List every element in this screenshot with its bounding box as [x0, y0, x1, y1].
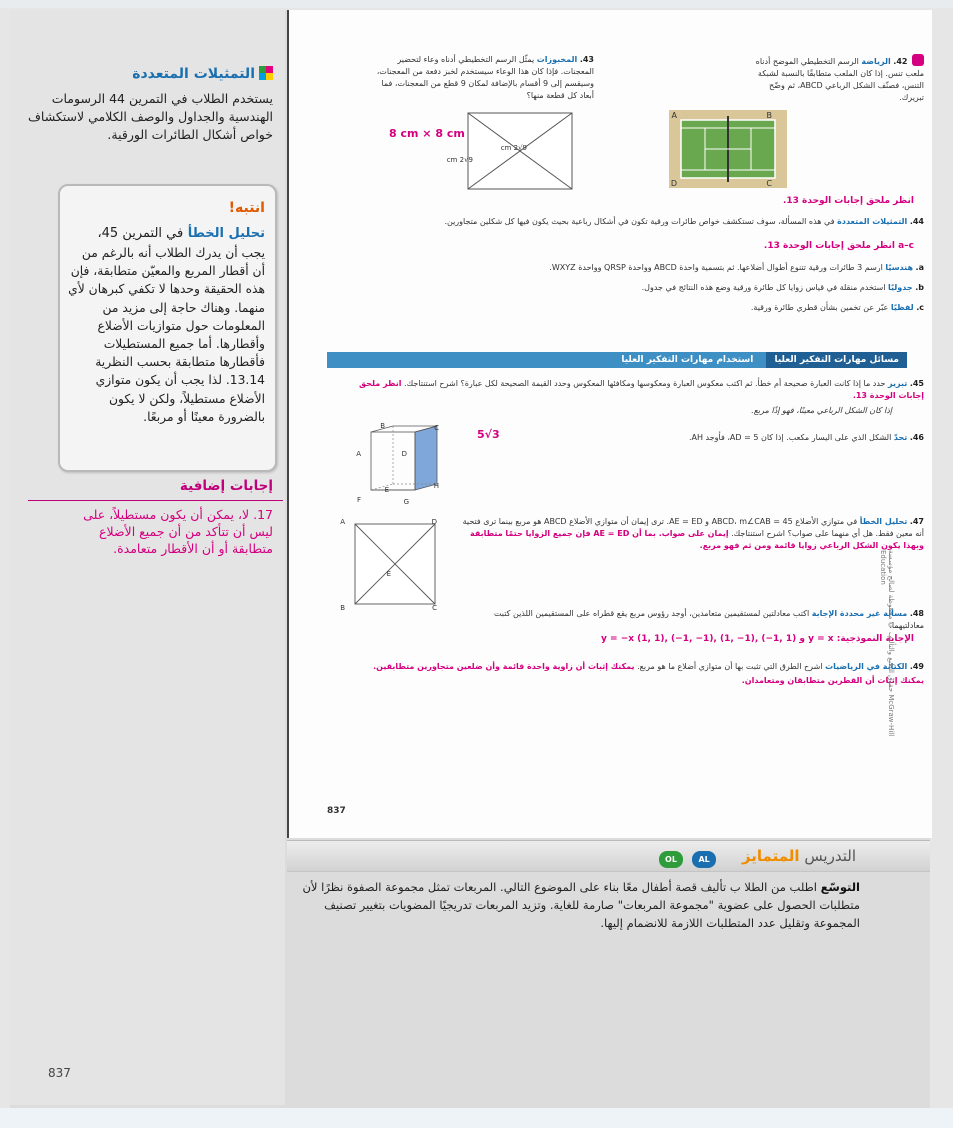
- exercise-45-answer: انظر ملحق إجابات الوحدة 13.: [358, 379, 924, 400]
- exercise-43-text: يمثّل الرسم التخطيطي أدناه وعاء لتحضير المعجنات. فإذا كان هذا الوعاء سيستخدم لخبز دفعة من المعجنات، وسيقسم إلى 9 أقسام بالإضافة لمكان 9 قطع من المعجنات، فما أبعاد كل قطعة منها؟: [376, 55, 594, 100]
- exercise-49-text: اشرح الطرق التي تثبت بها أن متوازي أضلاع ما هو مربع.: [637, 662, 823, 671]
- exercise-42-answer: انظر ملحق إجابات الوحدة 13.: [782, 196, 914, 206]
- exercise-42-title: الرياضة: [861, 57, 891, 66]
- exercise-44-part-range: a–c: [898, 241, 914, 251]
- exercise-43-number: 43.: [579, 55, 594, 64]
- multiple-representations-icon: [259, 66, 273, 80]
- hots-bar-title: مسائل مهارات التفكير العليا: [766, 352, 907, 368]
- sidebar-heading-text: التمثيلات المتعددة: [132, 66, 255, 82]
- exercise-44-number: 44.: [909, 217, 924, 226]
- pan-label-left: 9√2 cm: [446, 156, 473, 164]
- cube-label-e: E: [384, 486, 389, 494]
- exercise-44-part-c: [334, 302, 924, 314]
- exercise-49: [364, 660, 924, 688]
- exercise-42-number: 42.: [893, 57, 908, 66]
- exercise-47-title: تحليل الخطأ: [859, 517, 908, 526]
- exercise-43-title: المخبوزات: [536, 55, 578, 64]
- exercise-44-c-text: عبّر عن تخمين بشأن قطري طائرة ورقية.: [750, 303, 889, 312]
- exercise-49-answer: يمكنك إثبات أن زاوية واحدة قائمة وأن ضلعين متجاورين متطابقين. يمكنك إثبات أن القطرين متطابقان ومتعامدان.: [373, 662, 924, 685]
- hots-bar-subtitle: استخدام مهارات التفكير العليا: [621, 355, 754, 365]
- exercise-42-text: الرسم التخطيطي الموضح أدناه ملعب تنس. إذا كان الملعب متطابقًا بالنسبة لشبكة التنس، فصنّف الشكل الرباعي ABCD، ثم وضّح تبريرك.: [755, 57, 924, 102]
- exercise-48-number: 48.: [909, 609, 924, 618]
- cube-front-face: [371, 432, 415, 490]
- cube-diagram: [347, 422, 457, 514]
- exercise-44-a-label: a.: [915, 263, 924, 272]
- teacher-sidebar: [10, 10, 285, 1105]
- square-label-a: A: [340, 518, 345, 526]
- differentiated-instruction-title: [742, 847, 856, 865]
- exercise-47: [459, 516, 924, 552]
- exercise-48-answer-text: y = x و y = −x (1, 1), (−1, −1), (1, −1), (−1, 1): [601, 634, 834, 644]
- exercise-45-number: 45.: [909, 379, 924, 388]
- pan-svg: [446, 110, 575, 192]
- exercise-46-title: تحدّ: [893, 433, 908, 442]
- exercise-44-answer-text: انظر ملحق إجابات الوحدة 13.: [763, 241, 895, 251]
- cube-label-c: C: [434, 424, 439, 432]
- exercise-44-a-title: هندسيًا: [885, 263, 913, 272]
- cube-label-h: H: [433, 482, 439, 490]
- square-label-d: D: [431, 518, 437, 526]
- differentiated-instruction-bar: [287, 840, 930, 872]
- level-icons: [659, 847, 720, 868]
- exercise-46-number: 46.: [909, 433, 924, 442]
- exercise-49-title: الكتابة في الرياضيات: [825, 662, 908, 671]
- exercise-48-text: اكتب معادلتين لمستقيمين متعامدين، أوجد رؤوس مربع يقع قطراه على المستقيمين اللذين كتبت معادلتيهما.: [493, 609, 924, 630]
- di-text: اطلب من الطلا ب تأليف قصة أطفال معًا بناء على الموضوع التالي. المربعات تمثل مجموعة الصفوة نظرًا لأن متطلبات الحصول على عضوية "مجموعة المربعات" صارمة للغاية. وتزيد المربعات تدريجيًا المضويات بتغيير تصنيف المجموعة وتقليل عدد المتطلبات اللازمة للانضمام إليها.: [302, 880, 860, 930]
- exercise-45-text: حدد ما إذا كانت العبارة صحيحة أم خطأ. ثم اكتب معكوس العبارة ومعكوسها ومكافئها المعكوس وحدد القيمة الصحيحة لكل عبارة؟ اشرح استنتاجك.: [404, 379, 886, 388]
- additional-answers-heading: إجابات إضافية: [179, 478, 273, 494]
- differentiated-instruction-body: [300, 878, 860, 1108]
- tip-box: [58, 184, 277, 472]
- cube-hidden-depth: [371, 484, 393, 490]
- copyright-credit: حقوق الطبع والتأليف © محفوظة لصالح مؤسسة McGraw-Hill Education: [879, 550, 895, 737]
- exercise-44-part-b: [334, 282, 924, 294]
- exercise-49-number: 49.: [909, 662, 924, 671]
- exercise-46-text: الشكل الذي على اليسار مكعب. إذا كان AD = 5، فأوجد AH.: [688, 433, 892, 442]
- square-label-c: C: [432, 604, 437, 612]
- exercise-48-answer: [601, 634, 914, 644]
- cube-shaded-face: [415, 426, 437, 490]
- court-label-a: A: [671, 111, 677, 120]
- exercise-45: [334, 378, 924, 402]
- exercise-44-title: التمثيلات المتعددة: [837, 217, 908, 226]
- on-level-icon: OL: [659, 851, 683, 868]
- exercise-44: [334, 216, 924, 228]
- exercise-44-a-text: ارسم 3 طائرات ورقية تتنوع أطوال أضلاعها. ثم بتسمية واحدة ABCD وواحدة QRSP وواحدة WXYZ.: [549, 263, 883, 272]
- cube-svg: [347, 422, 457, 514]
- cube-label-f: F: [356, 496, 361, 504]
- viewer-bottom-strip: [0, 1108, 953, 1128]
- exercise-48-title: مسألة غير محددة الإجابة: [811, 609, 908, 618]
- student-page: [287, 10, 932, 838]
- sidebar-heading: [23, 66, 273, 82]
- tip-box-subheading-title: تحليل الخطأ: [187, 226, 265, 241]
- exercise-44-c-title: لفظيًا: [890, 303, 914, 312]
- court-label-c: C: [766, 179, 772, 188]
- square-label-b: B: [340, 604, 345, 612]
- exercise-47-text: في متوازي الأضلاع ABCD، m∠CAB = 45 و AE = ED. ترى إيمان أن متوازي الأضلاع ABCD هو مربع بينما ترى فتحية أنه معين فقط. هل أي منهما على صواب؟ اشرح استنتاجك.: [462, 517, 924, 538]
- exercise-46: [504, 432, 924, 444]
- additional-answers-rule: [28, 500, 283, 501]
- square-svg: [340, 516, 447, 614]
- tennis-court-diagram: [669, 110, 787, 188]
- di-lead: التوسّع: [820, 880, 860, 894]
- di-title-word-2: المتمايز: [741, 847, 800, 865]
- court-label-b: B: [766, 111, 772, 120]
- exercise-47-number: 47.: [909, 517, 924, 526]
- exercise-44-text: في هذه المسألة، سوف تستكشف خواص طائرات ورقية تكون في أشكال رباعية بحيث يكون فيها كل شكلين متجاورين.: [444, 217, 835, 226]
- exercise-43: [372, 54, 594, 102]
- cube-label-g: G: [403, 498, 409, 506]
- additional-answers-text: 17. لا، يمكن أن يكون مستطيلاً، على ليس أن تتأكد من أن جميع الأضلاع متطابقة أو أن الأقطار متعامدة.: [83, 507, 273, 556]
- tip-box-subheading: [97, 226, 265, 241]
- tip-box-heading: انتبه!: [228, 200, 265, 216]
- exercise-43-answer: 8 cm × 8 cm: [389, 127, 465, 140]
- exercise-47-answer: إيمان على صواب. بما أن AE = ED فإن جميع الزوايا حتمًا متطابقة وبهذا يكون الشكل الرباعي زوايا قائمة ومن ثم فهو مربع.: [470, 529, 924, 550]
- square-diagram: [340, 516, 447, 614]
- cube-label-b: B: [380, 422, 385, 430]
- exercise-48: [459, 608, 924, 632]
- exercise-45-title: تبرير: [888, 379, 908, 388]
- tennis-court-svg: [669, 110, 787, 188]
- exercise-42-marker-icon: [912, 54, 924, 66]
- above-level-icon: AL: [692, 851, 716, 868]
- court-label-d: D: [670, 179, 677, 188]
- exercise-44-b-text: استخدم منقلة في قياس زوايا كل طائرة ورقية وضع هذه النتائج في جدول.: [641, 283, 886, 292]
- main-page-number: 837: [327, 806, 346, 816]
- sidebar-intro: يستخدم الطلاب في التمرين 44 الرسومات الهندسية والجداول والوصف الكلامي لاستكشاف خواص أشكال الطائرات الورقية.: [27, 91, 273, 142]
- exercise-44-b-label: b.: [915, 283, 924, 292]
- hots-bar: [327, 352, 907, 368]
- di-title-word-1: التدريس: [804, 847, 856, 865]
- sidebar-page-number: 837: [48, 1066, 71, 1080]
- exercise-48-answer-label: الإجابة النموذجية:: [836, 634, 914, 644]
- cube-label-d: D: [401, 450, 407, 458]
- exercise-44-answer: [764, 241, 914, 251]
- pan-label-right: 9√2 cm: [500, 144, 527, 152]
- pan-diagram: [446, 110, 575, 192]
- exercise-42: [754, 54, 924, 104]
- cube-label-a: A: [356, 450, 361, 458]
- exercise-46-answer: 5√3: [477, 428, 500, 441]
- exercise-44-b-title: جدوليًا: [888, 283, 913, 292]
- tip-box-body: يجب أن يدرك الطلاب أنه بالرغم من أن أقطار المربع والمعيّن متطابقة، فإن هذه الحقيقة وحدها لا تكفي كبرهان لأي منهما. وهناك حاجة إلى مزيد من المعلومات حول متوازيات الأضلاع وأقطارها. أما جميع المستطيلات فأقطارها متطابقة بحسب النظرية 13.14. لذا يجب أن يكون متوازي الأضلاع مستطيلاً، ولكن لا يكون بالضرورة معينًا أو مربعًا.: [68, 246, 265, 424]
- exercise-44-part-a: [334, 262, 924, 274]
- exercise-45-statement: إذا كان الشكل الرباعي معينًا، فهو إذًا مربع.: [751, 406, 892, 415]
- square-label-e: E: [386, 570, 391, 578]
- tip-box-subheading-rest: في التمرين 45،: [97, 226, 184, 241]
- exercise-44-c-label: c.: [916, 303, 924, 312]
